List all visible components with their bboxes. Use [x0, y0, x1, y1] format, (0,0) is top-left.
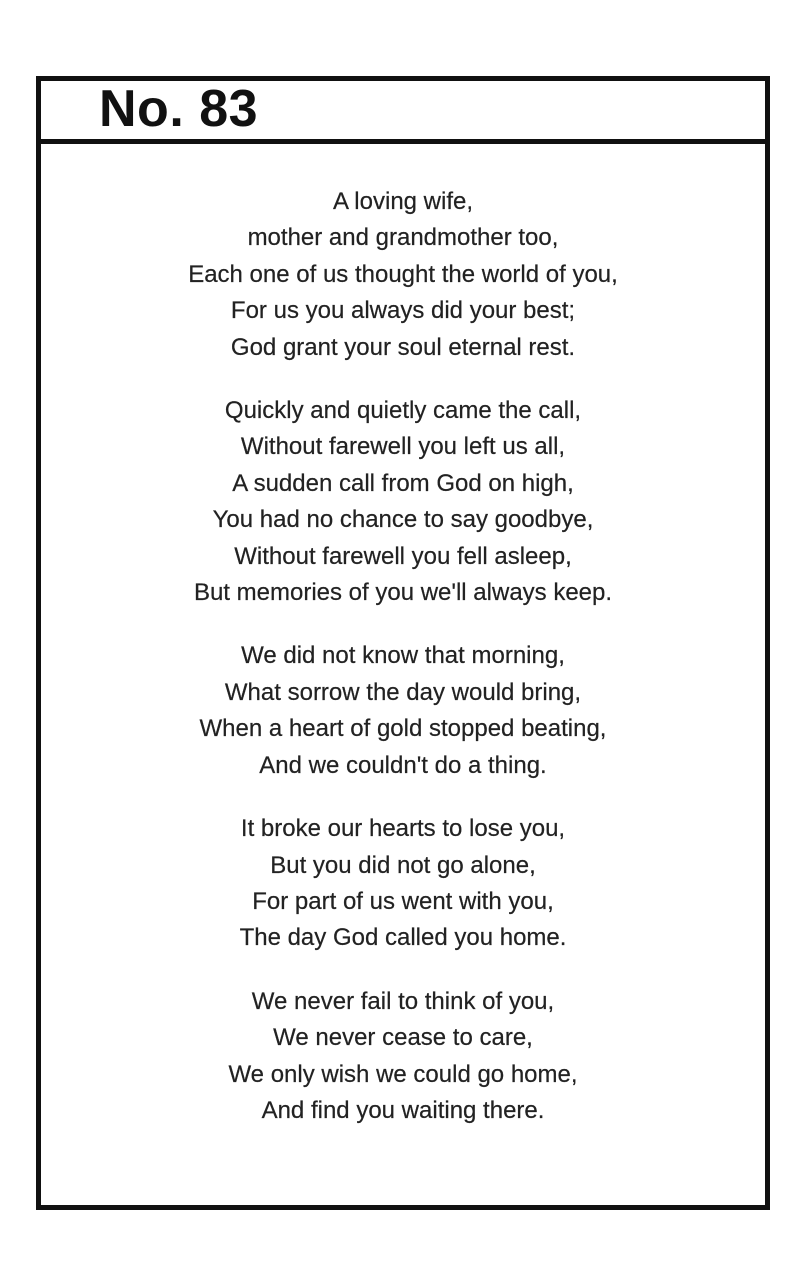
stanza-4 [41, 811, 765, 957]
verse-number: No. 83 [99, 80, 259, 138]
poem-line: But you did not go alone, [270, 851, 536, 879]
verse-card [36, 76, 770, 1210]
poem-body [41, 184, 765, 1156]
poem-line: Without farewell you left us all, [240, 433, 566, 461]
poem-line: And we couldn't do a thing. [259, 751, 547, 779]
card-header [41, 81, 765, 144]
poem-line: It broke our hearts to lose you, [240, 815, 566, 843]
stanza-1 [41, 184, 765, 366]
stanza-2 [41, 393, 765, 611]
stanza-3 [41, 638, 765, 784]
poem-line: We only wish we could go home, [228, 1060, 578, 1088]
poem-line: We never cease to care, [273, 1024, 533, 1052]
poem-line: You had no chance to say goodbye, [212, 506, 594, 534]
poem-line: The day God called you home. [239, 924, 567, 952]
poem-line: Without farewell you fell asleep, [234, 542, 572, 570]
poem-line: God grant your soul eternal rest. [230, 333, 576, 361]
poem-line: mother and grandmother too, [247, 224, 559, 252]
poem-line: For part of us went with you, [252, 887, 554, 915]
poem-line: Each one of us thought the world of you, [188, 260, 618, 288]
poem-line: But memories of you we'll always keep. [193, 579, 613, 607]
poem-line: Quickly and quietly came the call, [224, 397, 582, 425]
poem-line: We never fail to think of you, [251, 987, 555, 1015]
poem-line: For us you always did your best; [230, 297, 576, 325]
poem-line: A sudden call from God on high, [232, 469, 574, 497]
poem-line: A loving wife, [332, 188, 474, 215]
poem-line: When a heart of gold stopped beating, [199, 715, 607, 743]
stanza-5 [41, 984, 765, 1130]
poem-line: What sorrow the day would bring, [224, 678, 582, 706]
poem-line: We did not know that morning, [241, 642, 565, 670]
poem-line: And find you waiting there. [261, 1096, 545, 1124]
